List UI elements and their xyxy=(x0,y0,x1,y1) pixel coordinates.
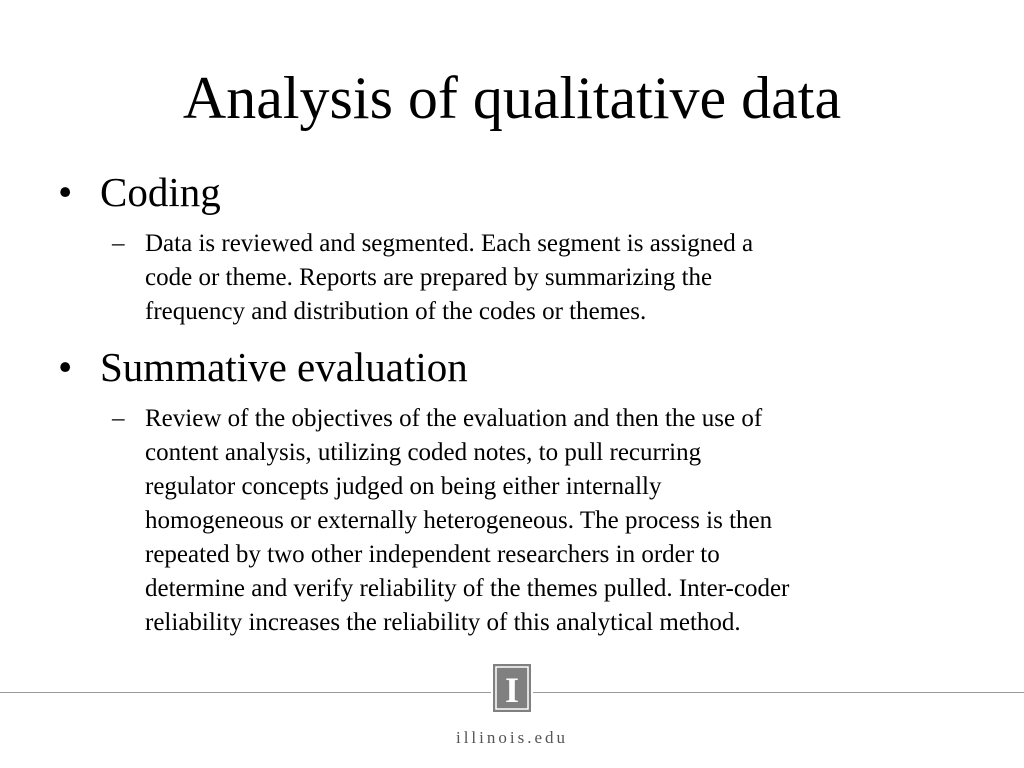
sub-line: frequency and distribution of the codes or themes. xyxy=(145,298,647,325)
slide-title: Analysis of qualitative data xyxy=(182,65,842,131)
footer-site-label: illinois.edu xyxy=(455,728,569,747)
bullet-marker: • xyxy=(58,169,73,215)
bullet-marker: • xyxy=(58,344,73,390)
sub-line: content analysis, utilizing coded notes, to pull recurring xyxy=(145,439,702,466)
sub-line: reliability increases the reliability of this analytical method. xyxy=(145,609,741,636)
sub-marker: – xyxy=(112,230,125,257)
sub-point-coding xyxy=(112,227,982,329)
bullet-coding xyxy=(58,168,221,216)
logo-letter: I xyxy=(504,670,520,710)
logo-graphic xyxy=(491,662,533,714)
sub-line: determine and verify reliability of the themes pulled. Inter-coder xyxy=(145,575,790,602)
sub-line: code or theme. Reports are prepared by summarizing the xyxy=(145,264,713,291)
bullet-summative-evaluation xyxy=(58,343,468,391)
sub-line: repeated by two other independent researchers in order to xyxy=(145,541,720,568)
sub-marker: – xyxy=(112,405,125,432)
sub-line: homogeneous or externally heterogeneous. The process is then xyxy=(145,507,773,534)
university-block-i-logo-icon xyxy=(491,662,533,714)
sub-line: regulator concepts judged on being either internally xyxy=(145,473,662,500)
sub-line: Data is reviewed and segmented. Each segment is assigned a xyxy=(145,230,754,257)
sub-point-summative-evaluation xyxy=(112,402,982,640)
sub-line: Review of the objectives of the evaluation and then the use of xyxy=(145,405,763,432)
bullet-heading: Coding xyxy=(100,169,221,215)
bullet-heading: Summative evaluation xyxy=(100,344,468,390)
